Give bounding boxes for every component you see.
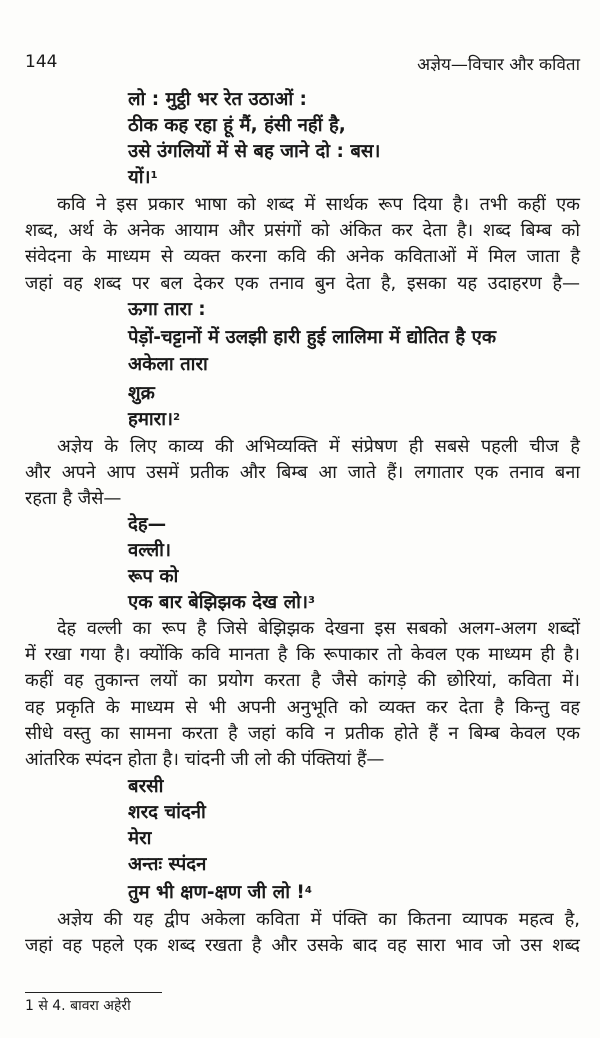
poem-line: ऊगा तारा : [128,299,206,320]
poem-line: ठीक कह रहा हूं मैं, हंसी नहीं है, [128,115,346,136]
poem-text: एक बार बेझिझक देख लो। [128,592,308,613]
paragraph-line: वह प्रकृति के माध्यम से भी अपनी अनुभूति को व्यक्त कर देता है किन्तु वह [25,697,580,718]
running-title: अज्ञेय—विचार और कविता [417,55,580,75]
poem-text: तुम भी क्षण-क्षण जी लो ! [128,882,305,903]
poem-line: वल्ली। [128,540,171,561]
poem-line [128,166,158,190]
poem-line: लो : मुट्ठी भर रेत उठाओं : [128,89,307,110]
poem-line [128,591,315,615]
paragraph-line: जहां वह पहले एक शब्द रखता है और उसके बाद वह सारा भाव जो उस शब्द [25,935,580,956]
page-number: 144 [25,52,58,72]
footnote-ref: 4 [304,885,312,896]
footnote-ref: 3 [307,595,315,606]
footnote: 1 से 4. बावरा अहेरी [25,998,131,1014]
poem-line: शरद चांदनी [128,802,206,823]
footnote-divider [25,992,162,993]
paragraph-line: अज्ञेय की यह द्वीप अकेला कविता में पंक्ति का कितना व्यापक महत्व है, [57,909,580,930]
poem-line: उसे उंगलियों में से बह जाने दो : बस। [128,141,381,162]
poem-line [128,881,312,905]
poem-line: मेरा [128,828,152,849]
poem-line: शुक्र [128,383,155,404]
poem-line: देह— [128,514,167,535]
poem-line: बरसी [128,776,164,797]
paragraph-line: अज्ञेय के लिए काव्य की अभिव्यक्ति में संप्रेषण ही सबसे पहली चीज है [57,436,580,457]
poem-text: हमारा। [128,409,174,430]
paragraph-line: में रखा गया है। क्योंकि कवि मानता है कि रूपाकार तो केवल एक माध्यम ही है। [25,644,580,665]
paragraph-line: कहीं वह तुकान्त लयों का प्रयोग करता है जैसे कांगड़े की छोरियां, कविता में। [25,670,580,691]
poem-line: अकेला तारा [128,354,208,375]
paragraph-line: जहां वह शब्द पर बल देकर एक तनाव बुन देता है, इसका यह उदाहरण है— [25,273,580,294]
paragraph-line: आंतरिक स्पंदन होता है। चांदनी जी लो की पंक्तियां हैं— [25,749,385,770]
poem-line: अन्तः स्पंदन [128,854,207,875]
paragraph-line: सीधे वस्तु का सामना करता है जहां कवि न प्रतीक होते हैं न बिम्ब केवल एक [25,723,580,744]
paragraph-line: शब्द, अर्थ के अनेक आयाम और प्रसंगों को अंकित कर देता है। शब्द बिम्ब को [25,220,580,241]
footnote-ref: 2 [173,412,181,423]
paragraph-line: और अपने आप उसमें प्रतीक और बिम्ब आ जाते हैं। लगातार एक तनाव बना [25,462,580,483]
paragraph-line: रहता है जैसे— [25,488,122,509]
poem-line [128,408,180,432]
poem-line: रूप को [128,566,179,587]
paragraph-line: संवेदना के माध्यम से व्यक्त करना कवि की अनेक कविताओं में मिल जाता है [25,246,580,267]
poem-text: यों। [128,167,151,188]
poem-line: पेड़ों-चट्टानों में उलझी हारी हुई लालिमा में द्योतित है एक [128,327,497,348]
footnote-ref: 1 [150,170,158,181]
paragraph-line: कवि ने इस प्रकार भाषा को शब्द में सार्थक रूप दिया है। तभी कहीं एक [57,194,580,215]
paragraph-line: देह वल्ली का रूप है जिसे बेझिझक देखना इस सबको अलग-अलग शब्दों [57,618,580,639]
